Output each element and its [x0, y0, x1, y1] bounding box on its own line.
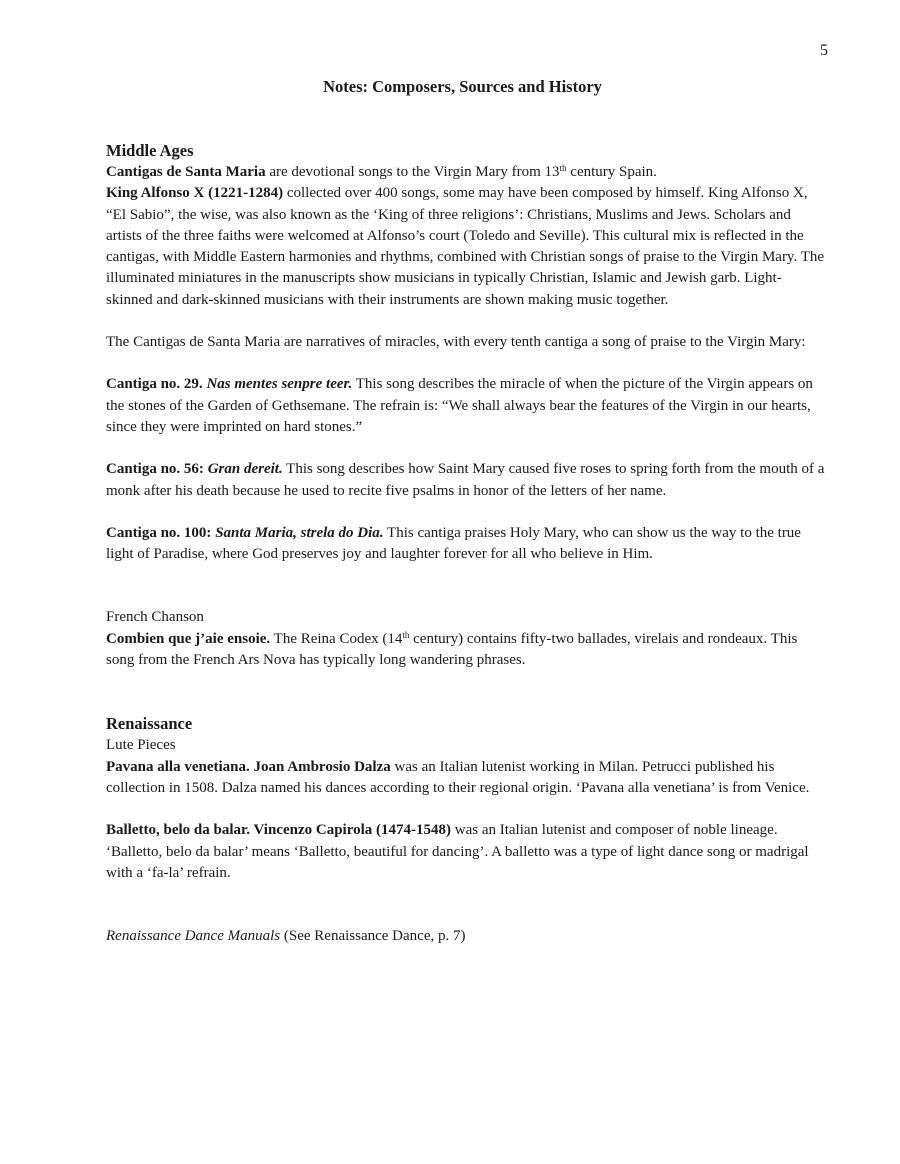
cantiga-29-label: Cantiga no. 29. [106, 376, 207, 393]
dance-manuals-paragraph [106, 926, 826, 947]
pavana-desc: was an Italian lutenist working in Milan. Petrucci published his collection in 1508. Dalza named his dances according to their regional origin. ‘Pavana alla venetiana’ is from Venice. [106, 758, 810, 796]
subheading-lute-pieces: Lute Pieces [106, 737, 176, 754]
alfonso-name: King Alfonso X (1221-1284) [106, 185, 284, 202]
cantiga-56-desc: This song describes how Saint Mary caused five roses to spring forth from the mouth of a monk after his death because he used to recite five psalms in honor of the letters of her name. [106, 461, 825, 499]
cantigas-desc-b: century Spain. [566, 164, 657, 180]
cantigas-superscript: th [559, 163, 567, 173]
cantiga-29-title: Nas mentes senpre teer. [206, 376, 353, 393]
cantiga-100-paragraph [106, 523, 826, 566]
cantiga-29-desc: This song describes the miracle of when the picture of the Virgin appears on the stones of the Garden of Gethsemane. The refrain is: “We shall always bear the features of the Virgin in our hearts, since they were imprinted on hard stones.” [106, 376, 813, 435]
cantiga-100-desc: This cantiga praises Holy Mary, who can show us the way to the true light of Paradise, where God preserves joy and laughter forever for all who believe in Him. [106, 524, 801, 563]
section-heading-middle-ages: Middle Ages [106, 141, 194, 160]
chanson-title: Combien que j’aie ensoie. [106, 630, 271, 647]
balletto-title: Balletto, belo da balar. Vincenzo Capirola (1474-1548) [106, 822, 451, 839]
chanson-desc-b: century) contains fifty-two ballades, virelais and rondeaux. This song from the French Ars Nova has typically long wandering phrases. [106, 630, 798, 669]
cantigas-name: Cantigas de Santa Maria [106, 164, 266, 180]
cantigas-paragraph [106, 162, 826, 183]
pavana-title: Pavana alla venetiana. Joan Ambrosio Dalza [106, 758, 391, 775]
chanson-paragraph [106, 629, 826, 672]
alfonso-paragraph [106, 183, 826, 311]
section-heading-french-chanson: French Chanson [106, 609, 204, 626]
narratives-paragraph: The Cantigas de Santa Maria are narratives of miracles, with every tenth cantiga a song of praise to the Virgin Mary: [106, 334, 806, 351]
chanson-superscript: th [402, 629, 410, 640]
cantiga-29-paragraph [106, 374, 826, 438]
notes-content [106, 140, 826, 947]
page-number: 5 [820, 42, 828, 59]
dance-manuals-title: Renaissance Dance Manuals [106, 928, 281, 945]
balletto-paragraph [106, 820, 826, 884]
section-heading-renaissance: Renaissance [106, 714, 193, 734]
cantigas-desc-a: are devotional songs to the Virgin Mary from 13 [265, 164, 560, 180]
cantiga-100-label: Cantiga no. 100: [106, 524, 216, 541]
balletto-desc: was an Italian lutenist and composer of noble lineage. ‘Balletto, belo da balar’ means ‘Balletto, beautiful for dancing’. A balletto was a type of light dance song or madrigal with a ‘fa-la’ refrain. [106, 822, 809, 881]
cantiga-56-paragraph [106, 459, 826, 502]
alfonso-desc: collected over 400 songs, some may have been composed by himself. King Alfonso X, “El Sabio”, the wise, was also known as the ‘King of three religions’: Christians, Muslims and Jews. Scholars and artists of the three faiths were welcomed at Alfonso’s court (Toledo and Seville). This cultural mix is reflected in the cantigas, with Middle Eastern harmonies and rhythms, combined with Christian songs of praise to the Virgin Mary. The illuminated miniatures in the manuscripts show musicians in typically Christian, Islamic and Jewish garb. Light-skinned and dark-skinned musicians with their instruments are shown making music together. [106, 185, 825, 308]
page-title: Notes: Composers, Sources and History [323, 77, 602, 96]
dance-manuals-ref: (See Renaissance Dance, p. 7) [280, 928, 466, 945]
chanson-desc-a: The Reina Codex (14 [270, 630, 403, 647]
cantiga-56-label: Cantiga no. 56: [106, 461, 208, 478]
pavana-paragraph [106, 757, 826, 800]
cantiga-100-title: Santa Maria, strela do Dia. [215, 524, 384, 541]
cantiga-56-title: Gran dereit. [207, 461, 283, 478]
